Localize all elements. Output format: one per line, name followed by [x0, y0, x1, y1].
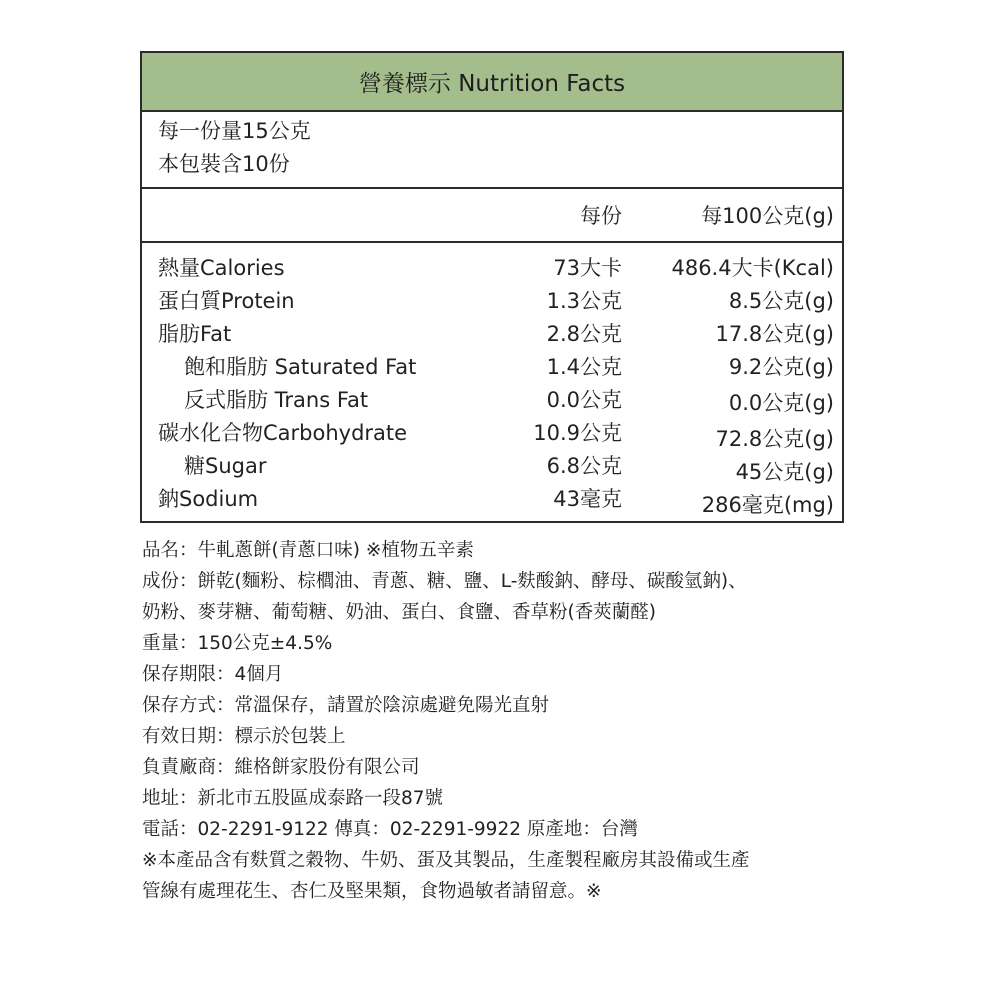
nutrition-label	[140, 51, 844, 523]
nutrient-name: 脂肪Fat	[158, 322, 232, 346]
info-line: 負責廠商：維格餅家股份有限公司	[142, 757, 420, 778]
nutrient-name: 反式脂肪 Trans Fat	[184, 388, 369, 412]
nutrient-row	[142, 451, 842, 484]
info-line: 電話：02-2291-9122 傳真：02-2291-9922 原產地：台灣	[142, 819, 638, 840]
nutrient-per-serving: 73大卡	[553, 256, 622, 280]
nutrient-per-100g: 17.8公克(g)	[715, 322, 834, 346]
nutrient-per-100g: 45公克(g)	[735, 460, 834, 484]
nutrient-row	[142, 253, 842, 286]
nutrient-per-serving: 10.9公克	[533, 421, 622, 445]
nutrient-row	[142, 484, 842, 517]
nutrient-per-serving: 43毫克	[553, 487, 622, 511]
nutrient-name: 鈉Sodium	[158, 487, 259, 511]
nutrient-name: 蛋白質Protein	[158, 289, 295, 313]
info-line: 有效日期：標示於包裝上	[142, 726, 346, 747]
serving-size: 每一份量15公克	[158, 119, 311, 143]
nutrient-per-serving: 6.8公克	[546, 454, 622, 478]
nutrient-per-100g: 0.0公克(g)	[728, 391, 834, 415]
nutrient-row	[142, 286, 842, 319]
nutrient-per-100g: 486.4大卡(Kcal)	[671, 256, 834, 280]
info-line: 保存期限：4個月	[142, 664, 284, 685]
nutrient-row	[142, 319, 842, 352]
label-title: 營養標示 Nutrition Facts	[142, 53, 842, 112]
info-line: 管線有處理花生、杏仁及堅果類，食物過敏者請留意。※	[142, 881, 602, 902]
info-line: 保存方式：常溫保存，請置於陰涼處避免陽光直射	[142, 695, 550, 716]
info-line: ※本產品含有麩質之穀物、牛奶、蛋及其製品，生產製程廠房其設備或生產	[142, 850, 750, 871]
nutrient-per-serving: 1.3公克	[546, 289, 622, 313]
nutrient-row	[142, 418, 842, 451]
col-per-100g: 每100公克(g)	[701, 204, 834, 228]
nutrient-per-serving: 0.0公克	[546, 388, 622, 412]
nutrient-per-100g: 72.8公克(g)	[715, 427, 834, 451]
col-per-serving: 每份	[580, 204, 622, 228]
nutrient-row	[142, 385, 842, 418]
info-line: 品名：牛軋蔥餅(青蔥口味) ※植物五辛素	[142, 540, 474, 561]
nutrient-name: 糖Sugar	[184, 454, 267, 478]
column-headers	[142, 189, 842, 243]
info-line: 奶粉、麥芽糖、葡萄糖、奶油、蛋白、食鹽、香草粉(香莢蘭醛)	[142, 602, 656, 623]
info-line: 成份：餅乾(麵粉、棕櫚油、青蔥、糖、鹽、L-麩酸鈉、酵母、碳酸氫鈉)、	[142, 571, 747, 592]
nutrient-per-100g: 9.2公克(g)	[728, 355, 834, 379]
nutrient-per-100g: 286毫克(mg)	[701, 493, 834, 517]
nutrient-per-100g: 8.5公克(g)	[728, 289, 834, 313]
nutrient-per-serving: 1.4公克	[546, 355, 622, 379]
info-line: 地址：新北市五股區成泰路一段87號	[142, 788, 444, 809]
nutrient-name: 碳水化合物Carbohydrate	[158, 421, 408, 445]
servings-per-package: 本包裝含10份	[158, 152, 290, 176]
serving-info	[142, 110, 842, 189]
nutrient-per-serving: 2.8公克	[546, 322, 622, 346]
nutrient-row	[142, 352, 842, 385]
info-line: 重量：150公克±4.5%	[142, 633, 333, 654]
nutrient-name: 熱量Calories	[158, 256, 285, 280]
nutrient-name: 飽和脂肪 Saturated Fat	[184, 355, 417, 379]
product-info	[142, 535, 862, 907]
